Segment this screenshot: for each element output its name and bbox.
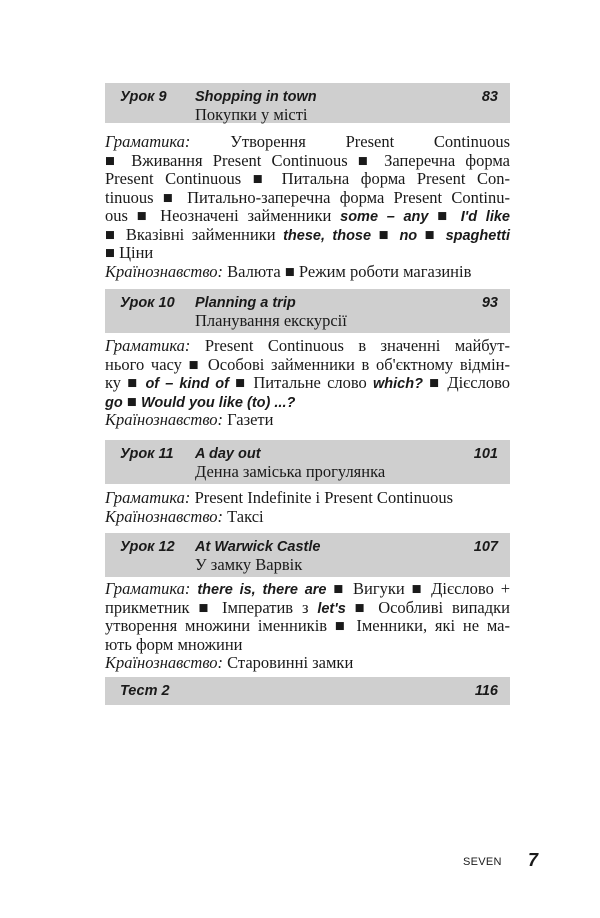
text-segment: ■ (428, 206, 461, 225)
lesson-header-9 (105, 83, 510, 123)
text-segment: ■ Вживання Present Continuous ■ Заперечна форма (105, 150, 510, 170)
lesson-header-10 (105, 289, 510, 333)
text-segment: Старовинні замки (223, 653, 354, 672)
lesson-title: Planning a trip (195, 295, 296, 311)
lesson-subtitle: У замку Варвік (195, 555, 303, 574)
text-segment: прикметник ■ Імператив з (105, 597, 318, 617)
text-segment: tinuous ■ Питально-заперечна форма Present Continu- (105, 187, 510, 207)
section-label: Граматика: (105, 132, 191, 151)
english-term: which? (373, 376, 423, 392)
english-term: of – kind of (145, 376, 229, 392)
lesson-subtitle: Денна заміська прогулянка (195, 462, 386, 481)
lesson-title: At Warwick Castle (195, 539, 321, 555)
text-segment: ку ■ (105, 373, 146, 392)
text-segment: ■ Ціни (105, 243, 154, 262)
english-term: Would you like (to) ...? (140, 394, 296, 411)
section-label: Країнознавство: (105, 410, 224, 429)
country-studies-line (105, 654, 510, 673)
english-term: these, those (283, 227, 372, 244)
grammar-line (105, 617, 510, 636)
english-term: spaghetti (445, 227, 511, 244)
footer-page-word: SEVEN (463, 856, 502, 868)
lesson-page: 107 (473, 539, 498, 555)
country-studies-line (105, 508, 510, 527)
english-term: let's (317, 600, 346, 617)
text-segment: ■ (371, 224, 400, 244)
text-segment: ■ Дієслово (422, 373, 511, 392)
text-segment: Валюта ■ Режим роботи магазинів (223, 261, 472, 281)
lesson-page: 83 (481, 89, 498, 105)
text-segment: ■ Питальне слово (228, 373, 373, 392)
footer-page-number: 7 (528, 850, 539, 870)
grammar-line (105, 152, 510, 171)
text-segment: ■ (417, 224, 446, 244)
text-segment: Утворення Present Continuous (190, 132, 510, 151)
grammar-line (105, 580, 510, 599)
section-label: Країнознавство: (105, 261, 224, 281)
text-segment: ■ Вигуки ■ Дієслово + (326, 579, 511, 598)
section-label: Граматика: (105, 336, 191, 355)
grammar-line (105, 356, 510, 375)
lesson-body-12 (105, 580, 510, 673)
grammar-line (105, 133, 510, 152)
country-studies-line (105, 263, 510, 282)
text-segment: Таксі (223, 506, 264, 526)
english-term: I'd like (460, 209, 510, 225)
grammar-line (105, 374, 510, 393)
grammar-line (105, 393, 510, 412)
text-segment: Газети (223, 410, 274, 429)
section-label: Країнознавство: (105, 653, 224, 672)
lesson-title: A day out (195, 446, 261, 462)
grammar-line (105, 337, 510, 356)
test-page: 116 (474, 683, 498, 699)
text-segment: ■ Особливі випадки (345, 597, 510, 617)
grammar-line (105, 189, 510, 208)
lesson-subtitle: Планування екскурсії (195, 311, 347, 330)
lesson-page: 93 (481, 295, 498, 311)
lesson-subtitle: Покупки у місті (195, 105, 308, 124)
text-segment: нього часу ■ Особові займенники в об'єктному відмін- (105, 354, 510, 374)
grammar-line (105, 244, 510, 263)
text-segment: ють форм множини (105, 634, 243, 654)
lesson-label: Урок 12 (120, 539, 175, 555)
text-segment: ous ■ Неозначені займенники (105, 206, 341, 225)
lesson-header-12 (105, 533, 510, 577)
english-term: some – any (340, 209, 429, 225)
grammar-line (105, 489, 510, 508)
english-term: there is, there are (197, 582, 327, 598)
section-label: Країнознавство: (105, 506, 224, 526)
text-segment: утворення множини іменників ■ Іменники, які не ма- (105, 616, 510, 635)
section-label: Граматика: (105, 579, 191, 598)
grammar-line (105, 207, 510, 226)
text-segment: ■ Вказівні займенники (105, 224, 284, 244)
lesson-page: 101 (473, 446, 498, 462)
lesson-label: Урок 10 (120, 295, 175, 311)
lesson-body-11 (105, 489, 510, 526)
grammar-line (105, 170, 510, 189)
test-label: Тест 2 (120, 683, 170, 699)
text-segment: Present Continuous в значенні майбут- (190, 336, 510, 355)
grammar-line (105, 599, 510, 618)
lesson-label: Урок 9 (120, 89, 167, 105)
lesson-header-11 (105, 440, 510, 484)
grammar-line (105, 226, 510, 245)
section-label: Граматика: (105, 488, 191, 507)
lesson-title: Shopping in town (195, 89, 317, 105)
lesson-body-9 (105, 133, 510, 281)
english-term: go (105, 394, 123, 411)
test-header-2 (105, 677, 510, 705)
text-segment: Present Indefinite і Present Continuous (190, 488, 454, 507)
text-segment: ■ (122, 391, 141, 411)
english-term: no (399, 227, 418, 244)
country-studies-line (105, 411, 510, 430)
grammar-line (105, 636, 510, 655)
text-segment: Present Continuous ■ Питальна форма Present Con- (105, 169, 510, 188)
lesson-label: Урок 11 (120, 446, 174, 462)
lesson-body-10 (105, 337, 510, 430)
